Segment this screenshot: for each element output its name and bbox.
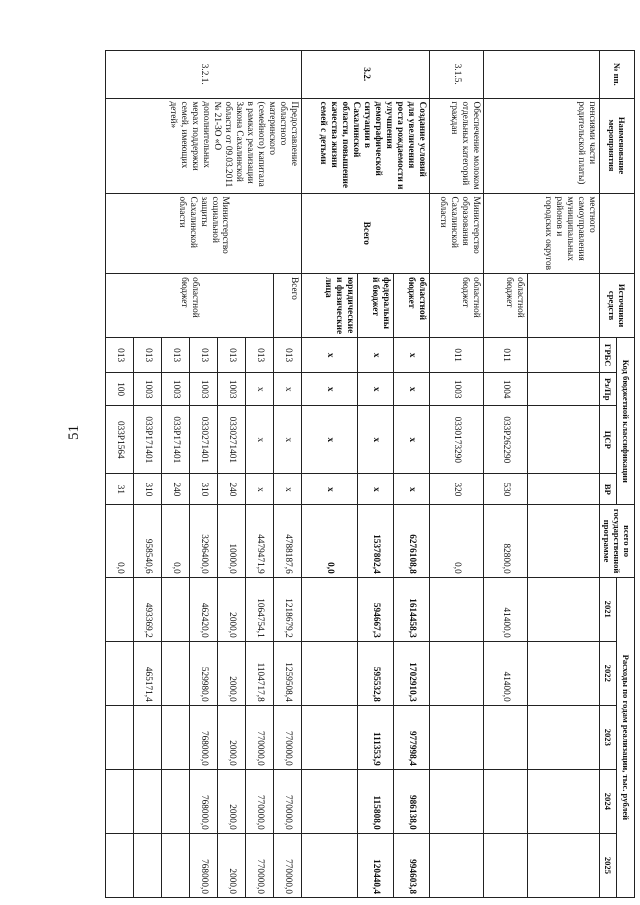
cell-csr [527,406,599,474]
cell-y2022: 465171,4 [133,641,161,705]
cell-csr: x [245,406,273,474]
cell-rzpr: x [393,373,429,406]
cell-y2021 [429,577,483,641]
cell-vr [527,474,599,505]
cell-vr: 320 [429,474,483,505]
cell-csr: 033P1564 [105,406,133,474]
cell-source: областной бюджет [429,274,483,338]
cell-rzpr: x [273,373,301,406]
cell-vr: x [357,474,393,505]
header-name: Наименование мероприятия [599,98,634,193]
cell-y2022 [429,641,483,705]
cell-grbs: 013 [105,338,133,373]
header-expenses: Расходы по годам реализации, тыс. рублей [617,577,635,897]
cell-csr: 033Р262290 [483,406,527,474]
cell-rzpr: x [357,373,393,406]
page-number: 51 [66,425,82,440]
cell-source: юридические и физические лица [301,274,357,338]
cell-y2022 [527,641,599,705]
cell-y2021 [161,577,189,641]
cell-no: 3.2.1. [105,51,301,99]
cell-y2024 [527,769,599,833]
cell-y2021 [301,577,357,641]
cell-y2023: 770000,0 [245,705,273,769]
header-csr: ЦСР [599,406,617,474]
cell-y2023 [105,705,133,769]
cell-csr: 033P171401 [161,406,189,474]
cell-y2022 [301,641,357,705]
cell-source [527,274,599,338]
cell-y2025 [133,833,161,897]
cell-y2023 [483,705,527,769]
cell-name: пенсиями части родительской платы) [483,98,599,193]
header-vr: ВР [599,474,617,505]
cell-y2025 [301,833,357,897]
cell-total: 4479471,9 [245,505,273,577]
cell-rzpr: 1004 [483,373,527,406]
cell-y2024: 768000,0 [189,769,217,833]
cell-y2023: 768000,0 [189,705,217,769]
cell-total: 958540,6 [133,505,161,577]
cell-vr: 310 [189,474,217,505]
cell-y2023 [161,705,189,769]
cell-y2025 [527,833,599,897]
cell-vr: x [393,474,429,505]
cell-grbs [527,338,599,373]
cell-csr: 033P171401 [133,406,161,474]
cell-total: 0,0 [161,505,189,577]
cell-rzpr: 1003 [133,373,161,406]
table-row [393,51,429,898]
cell-grbs: x [301,338,357,373]
cell-rzpr [527,373,599,406]
cell-y2025 [161,833,189,897]
cell-csr: x [273,406,301,474]
cell-grbs: 013 [161,338,189,373]
cell-y2023: 770000,0 [273,705,301,769]
cell-name: Предоставление областного материнского (семейного) капитала в рамках реализации Закона Сахалинской области от 09.03.2011 № 21-ЗО «О дополнительных мерах поддержки семей, имеющих детей» [105,98,301,193]
cell-total: 4788187,6 [273,505,301,577]
cell-total: 0,0 [105,505,133,577]
cell-csr: x [357,406,393,474]
cell-y2021: 462420,0 [189,577,217,641]
table-row [527,51,599,898]
cell-grbs: x [393,338,429,373]
cell-no: 3.2. [301,51,429,99]
cell-y2024: 2000,0 [217,769,245,833]
cell-vr: x [245,474,273,505]
cell-y2024 [429,769,483,833]
cell-y2023: 2000,0 [217,705,245,769]
cell-grbs: 013 [245,338,273,373]
cell-y2025 [105,833,133,897]
cell-y2023 [429,705,483,769]
cell-y2024 [483,769,527,833]
cell-total: 1537802,4 [357,505,393,577]
cell-grbs: 011 [483,338,527,373]
cell-source: областной бюджет [483,274,527,338]
cell-y2025 [483,833,527,897]
header-year: 2022 [599,641,617,705]
cell-y2021: 493369,2 [133,577,161,641]
cell-y2024: 770000,0 [245,769,273,833]
cell-total: 6276108,8 [393,505,429,577]
cell-y2025: 770000,0 [245,833,273,897]
cell-no [483,51,599,99]
cell-y2025: 2000,0 [217,833,245,897]
cell-no: 3.1.5. [429,51,483,99]
header-grbs: ГРБС [599,338,617,373]
header-year: 2021 [599,577,617,641]
cell-y2021: 1614458,3 [393,577,429,641]
header-year: 2023 [599,705,617,769]
cell-vr: x [273,474,301,505]
header-total: всего по государственной программе [599,505,634,577]
header-source: Источники средств [599,274,634,338]
cell-y2024: 115808,0 [357,769,393,833]
cell-y2024: 986138,0 [393,769,429,833]
cell-total: 0,0 [429,505,483,577]
cell-vr: 31 [105,474,133,505]
cell-vr: x [301,474,357,505]
cell-name: Создание условий для увеличения роста рождаемости и улучшения демографической ситуации в Сахалинской области, повышение качества жизни семей с детьми [301,98,429,193]
cell-y2021: 594667,3 [357,577,393,641]
cell-y2024 [105,769,133,833]
cell-vr: 530 [483,474,527,505]
cell-y2025: 770000,0 [273,833,301,897]
cell-name: Обеспечение молоком отдельных категорий граждан [429,98,483,193]
cell-vr: 310 [133,474,161,505]
cell-y2025: 120440,4 [357,833,393,897]
cell-source: Всего [273,274,301,338]
cell-total [527,505,599,577]
cell-grbs: 013 [133,338,161,373]
cell-exec: Министерство социальной защиты Сахалинской области [105,193,301,274]
cell-rzpr: 1003 [429,373,483,406]
cell-source: областной бюджет [393,274,429,338]
cell-y2025 [429,833,483,897]
cell-rzpr: 1003 [161,373,189,406]
cell-y2022: 41400,0 [483,641,527,705]
cell-rzpr: 100 [105,373,133,406]
header-rzpr: Рз/Пр [599,373,617,406]
cell-total: 82800,0 [483,505,527,577]
cell-y2021 [105,577,133,641]
cell-y2021: 1218679,2 [273,577,301,641]
cell-grbs: 013 [273,338,301,373]
cell-exec: Министерство образования Сахалинской области [429,193,483,274]
cell-y2022 [105,641,133,705]
cell-y2021: 41400,0 [483,577,527,641]
header-no: № пп. [599,51,634,99]
cell-y2023 [527,705,599,769]
cell-y2025: 994603,8 [393,833,429,897]
table-row [273,51,301,898]
cell-exec: местного самоуправления муниципальных районов и городских округов [483,193,599,274]
header-year: 2024 [599,769,617,833]
cell-source: областной бюджет [105,274,273,338]
cell-y2021: 1064754,1 [245,577,273,641]
header-row-1 [617,51,635,898]
budget-table-sheet [95,50,635,898]
cell-csr: 0330271401 [217,406,245,474]
cell-rzpr: x [301,373,357,406]
cell-total: 10000,0 [217,505,245,577]
cell-rzpr: x [245,373,273,406]
table-row [429,51,483,898]
cell-csr: x [393,406,429,474]
cell-y2021 [527,577,599,641]
cell-y2022: 2000,0 [217,641,245,705]
cell-y2022: 595532,8 [357,641,393,705]
header-kbk: Код бюджетной классификации [617,338,635,505]
cell-y2024 [301,769,357,833]
cell-y2023: 111353,9 [357,705,393,769]
header-year: 2025 [599,833,617,897]
cell-exec: Всего [301,193,429,274]
header-exec [599,193,634,274]
cell-csr: 0330173290 [429,406,483,474]
cell-source: федеральный бюджет [357,274,393,338]
cell-vr: 240 [217,474,245,505]
cell-y2022: 1104717,8 [245,641,273,705]
cell-vr: 240 [161,474,189,505]
budget-table [105,50,635,898]
cell-y2022: 1702910,3 [393,641,429,705]
cell-y2024 [133,769,161,833]
cell-csr: 0330271401 [189,406,217,474]
cell-grbs: 011 [429,338,483,373]
cell-y2022: 529980,0 [189,641,217,705]
cell-y2023 [133,705,161,769]
cell-y2022 [161,641,189,705]
cell-rzpr: 1003 [217,373,245,406]
cell-y2023: 977998,4 [393,705,429,769]
cell-grbs: 013 [189,338,217,373]
cell-y2024: 770000,0 [273,769,301,833]
cell-total: 3296400,0 [189,505,217,577]
cell-csr: x [301,406,357,474]
cell-total: 0,0 [301,505,357,577]
cell-y2023 [301,705,357,769]
cell-y2024 [161,769,189,833]
cell-rzpr: 1003 [189,373,217,406]
cell-grbs: 013 [217,338,245,373]
cell-y2021: 2000,0 [217,577,245,641]
cell-grbs: x [357,338,393,373]
cell-y2022: 1259508,4 [273,641,301,705]
cell-y2025: 768000,0 [189,833,217,897]
